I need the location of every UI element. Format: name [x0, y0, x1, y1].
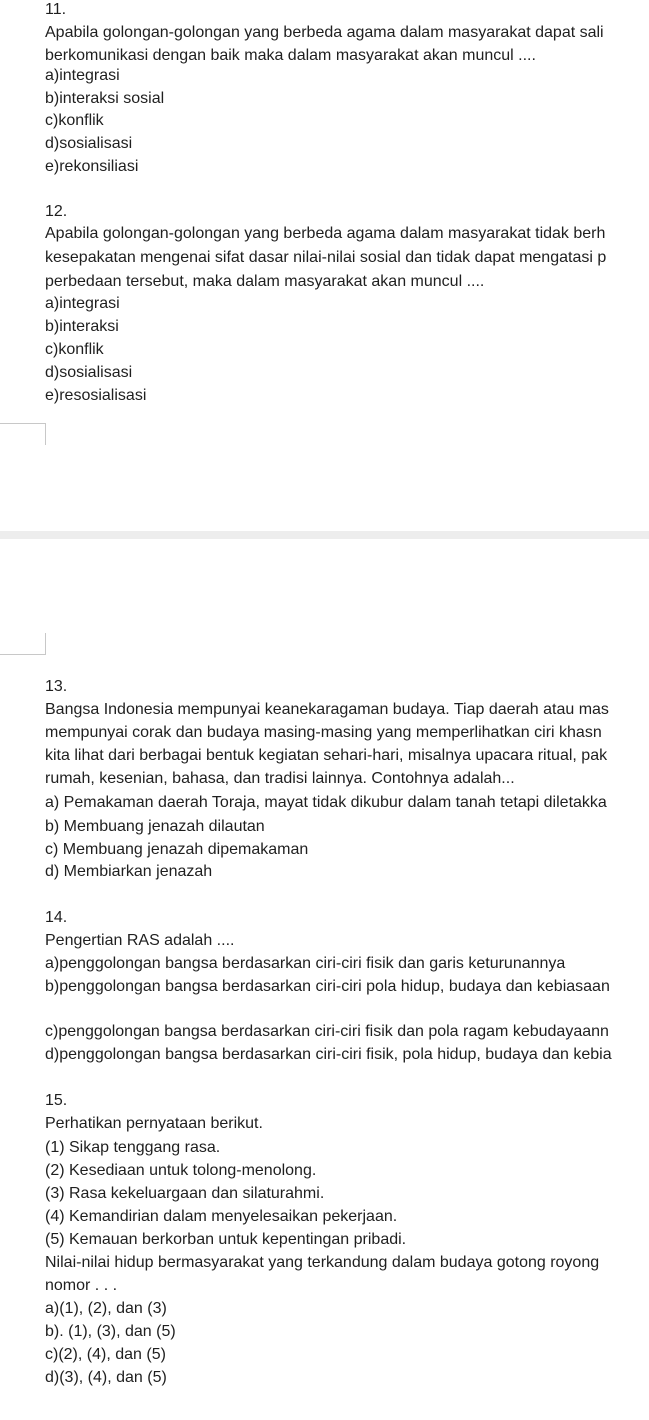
option-d[interactable]: d)(3), (4), dan (5)	[45, 1369, 167, 1386]
option-e[interactable]: e)resosialisasi	[45, 387, 147, 404]
option-c[interactable]: c)penggolongan bangsa berdasarkan ciri-ciri fisik dan pola ragam kebudayaann	[45, 1023, 609, 1040]
question-number: 13.	[45, 678, 68, 695]
option-a[interactable]: a)penggolongan bangsa berdasarkan ciri-ciri fisik dan garis keturunannya	[45, 955, 566, 972]
page-break-divider	[0, 531, 649, 539]
question-text-line: rumah, kesenian, bahasa, dan tradisi lainnya. Contohnya adalah...	[45, 770, 515, 787]
option-b[interactable]: b)penggolongan bangsa berdasarkan ciri-ciri pola hidup, budaya dan kebiasaan	[45, 978, 610, 995]
option-e[interactable]: e)rekonsiliasi	[45, 158, 139, 175]
option-a[interactable]: a)(1), (2), dan (3)	[45, 1300, 167, 1317]
option-d[interactable]: d) Membiarkan jenazah	[45, 863, 213, 880]
option-b[interactable]: b). (1), (3), dan (5)	[45, 1323, 176, 1340]
option-c[interactable]: c) Membuang jenazah dipemakaman	[45, 841, 309, 858]
statement-5: (5) Kemauan berkorban untuk kepentingan pribadi.	[45, 1231, 407, 1248]
question-text-line: Bangsa Indonesia mempunyai keanekaragaman budaya. Tiap daerah atau mas	[45, 701, 609, 718]
option-c[interactable]: c)konflik	[45, 341, 104, 358]
page-corner-mark	[0, 633, 46, 655]
option-b[interactable]: b)interaksi sosial	[45, 90, 165, 107]
question-text-line: nomor . . .	[45, 1277, 118, 1294]
question-text-line: Perhatikan pernyataan berikut.	[45, 1115, 263, 1132]
option-b[interactable]: b) Membuang jenazah dilautan	[45, 818, 265, 835]
question-text-line: kesepakatan mengenai sifat dasar nilai-nilai sosial dan tidak dapat mengatasi p	[45, 249, 607, 266]
option-a[interactable]: a)integrasi	[45, 295, 120, 312]
question-number: 12.	[45, 203, 68, 220]
option-b[interactable]: b)interaksi	[45, 318, 119, 335]
question-text-line: Pengertian RAS adalah ....	[45, 932, 235, 949]
option-c[interactable]: c)(2), (4), dan (5)	[45, 1346, 166, 1363]
option-a[interactable]: a)integrasi	[45, 67, 120, 84]
statement-4: (4) Kemandirian dalam menyelesaikan pekerjaan.	[45, 1208, 398, 1225]
option-d[interactable]: d)sosialisasi	[45, 135, 133, 152]
question-number: 11.	[45, 1, 67, 18]
option-a[interactable]: a) Pemakaman daerah Toraja, mayat tidak dikubur dalam tanah tetapi diletakka	[45, 794, 607, 811]
question-number: 15.	[45, 1092, 68, 1109]
question-text-line: kita lihat dari berbagai bentuk kegiatan sehari-hari, misalnya upacara ritual, pak	[45, 747, 608, 764]
question-text-line: perbedaan tersebut, maka dalam masyarakat akan muncul ....	[45, 273, 485, 290]
page-corner-mark	[0, 423, 46, 445]
statement-1: (1) Sikap tenggang rasa.	[45, 1139, 221, 1156]
statement-3: (3) Rasa kekeluargaan dan silaturahmi.	[45, 1185, 325, 1202]
question-number: 14.	[45, 909, 68, 926]
question-text-line: Apabila golongan-golongan yang berbeda agama dalam masyarakat dapat sali	[45, 24, 604, 41]
question-text-line: Nilai-nilai hidup bermasyarakat yang terkandung dalam budaya gotong royong	[45, 1254, 600, 1271]
question-text-line: berkomunikasi dengan baik maka dalam masyarakat akan muncul ....	[45, 47, 536, 64]
question-text-line: Apabila golongan-golongan yang berbeda agama dalam masyarakat tidak berh	[45, 225, 606, 242]
option-d[interactable]: d)penggolongan bangsa berdasarkan ciri-ciri fisik, pola hidup, budaya dan kebia	[45, 1046, 612, 1063]
statement-2: (2) Kesediaan untuk tolong-menolong.	[45, 1162, 317, 1179]
option-c[interactable]: c)konflik	[45, 112, 104, 129]
option-d[interactable]: d)sosialisasi	[45, 364, 133, 381]
question-text-line: mempunyai corak dan budaya masing-masing yang memperlihatkan ciri khasn	[45, 724, 602, 741]
